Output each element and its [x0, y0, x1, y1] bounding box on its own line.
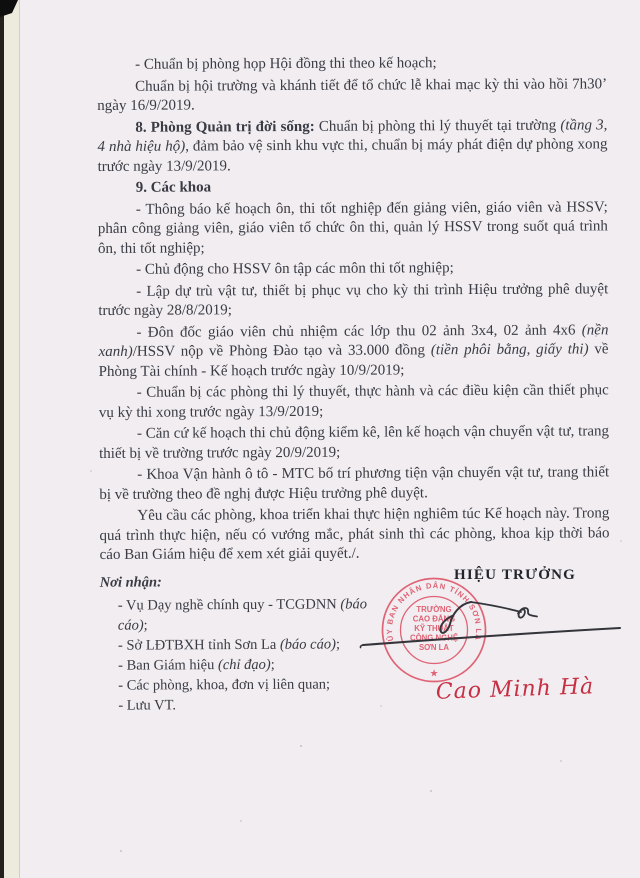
- recipients-list: [100, 594, 381, 715]
- scan-noise-specks: [0, 0, 2, 2]
- signer-name: Cao Minh Hà: [435, 674, 595, 705]
- text-run: - Căn cứ kế hoạch thi chủ động kiểm kê, lên kế hoạch vận chuyển vật tư, trang thiết bị về trường trước ngày 20/9/2019;: [99, 423, 610, 462]
- signature-ink: [340, 585, 640, 665]
- text-run: - Khoa Vận hành ô tô - MTC bố trí phương tiện vận chuyển vật tư, trang thiết bị về trường theo đề nghị được Hiệu trưởng phê duyệt.: [99, 464, 610, 503]
- text-run: - Sở LĐTBXH tỉnh Sơn La: [117, 636, 280, 654]
- text-run: 8. Phòng Quản trị đời sống:: [135, 118, 319, 136]
- paragraph: [99, 463, 609, 505]
- stamp-line-4: CÔNG NGHỆ: [409, 633, 459, 643]
- text-run: ;: [335, 636, 340, 653]
- text-run: 9. Các khoa: [135, 179, 212, 196]
- text-run: Yêu cầu các phòng, khoa triển khai thực hiện nghiêm túc Kế hoạch này. Trong quá trình thực hiện, nếu có vướng mắc, phát sinh thì các phòng, khoa kịp thời báo cáo Ban Giám hiệu để xem xét giải quyết./.: [99, 505, 610, 563]
- text-run: ;: [143, 617, 148, 634]
- paragraph: [98, 258, 608, 280]
- text-run: - Ban Giám hiệu: [118, 657, 219, 674]
- signer-title: HIỆU TRƯỞNG: [454, 567, 576, 583]
- paragraph: [99, 504, 609, 565]
- paragraph: [98, 198, 608, 259]
- text-run: /HSSV nộp về Phòng Đào tạo và 33.000 đồng: [132, 342, 431, 360]
- stamp-line-3: KỸ THUẬT: [414, 624, 454, 633]
- recipient-item: [118, 674, 380, 695]
- text-run: về Phòng Tài chính - Kế hoạch trước ngày 10/9/2019;: [98, 341, 609, 380]
- text-run: - Đôn đốc giáo viên chủ nhiệm các lớp thu 02 ảnh 3x4, 02 ảnh 4x6: [136, 321, 582, 341]
- text-run: ;: [270, 656, 275, 673]
- text-run: - Chủ động cho HSSV ôn tập các môn thi tốt nghiệp;: [136, 260, 454, 278]
- text-run: - Chuẩn bị các phòng thi lý thuyết, thực hành và các điều kiện cần thiết phục vụ kỳ thi xong trước ngày 13/9/2019;: [98, 382, 609, 421]
- recipients-block: [100, 573, 381, 715]
- scan-edge-strip: [4, 0, 19, 878]
- paragraph: [99, 381, 609, 423]
- text-run: (nền xanh): [98, 321, 609, 360]
- document-body: [97, 53, 610, 565]
- text-run: - Các phòng, khoa, đơn vị liên quan;: [118, 676, 331, 694]
- paragraph: [98, 176, 608, 198]
- paragraph: [98, 280, 608, 322]
- text-run: (tầng 3, 4 nhà hiệu hộ): [97, 116, 608, 155]
- recipient-item: [118, 694, 380, 715]
- text-run: , đảm bảo vệ sinh khu vực thi, chuẩn bị máy phát điện dự phòng xong trước ngày 13/9/2019.: [97, 136, 608, 175]
- paragraph: [98, 321, 608, 382]
- recipients-label: Nơi nhận:: [99, 574, 162, 591]
- paragraph: [97, 116, 607, 177]
- text-run: - Lưu VT.: [118, 697, 177, 714]
- text-run: (chỉ đạo): [217, 656, 271, 674]
- text-run: - Thông báo kế hoạch ôn, thi tốt nghiệp đến giảng viên, giáo viên và HSSV; phân công giảng viên, giáo viên tổ chức ôn thi, quản lý HSSV trong suốt quá trình ôn, thi tốt nghiệp;: [97, 198, 608, 257]
- text-run: Chuẩn bị hội trường và khánh tiết để tổ chức lễ khai mạc kỳ thi vào hồi 7h30’ ngày 16/9/2019.: [97, 75, 608, 114]
- text-run: - Vụ Dạy nghề chính quy - TCGDNN: [117, 596, 341, 614]
- stamp-line-5: SƠN LA: [418, 643, 450, 652]
- paragraph: [97, 53, 607, 75]
- stamp-ring-text: ỦY BAN NHÂN DÂN TỈNH SƠN LA: [384, 581, 484, 642]
- stamp-star: ★: [430, 668, 438, 678]
- paragraph: [97, 75, 607, 117]
- stamp-line-1: TRƯỜNG: [416, 605, 452, 614]
- stamp-line-2: CAO ĐẲNG: [412, 614, 456, 624]
- text-run: - Lập dự trù vật tư, thiết bị phục vụ cho kỳ thi trình Hiệu trưởng phê duyệt trước ngày 28/8/2019;: [98, 280, 609, 319]
- text-run: Chuẩn bị phòng thi lý thuyết tại trường: [318, 117, 561, 135]
- paragraph: [99, 422, 609, 464]
- scan-edge-line: [19, 0, 20, 878]
- text-run: (báo cáo): [279, 636, 336, 653]
- text-run: - Chuẩn bị phòng họp Hội đồng thi theo kế hoạch;: [135, 55, 437, 73]
- text-run: (tiền phôi bằng, giấy thi): [430, 341, 589, 359]
- text-run: (báo cáo): [117, 596, 368, 634]
